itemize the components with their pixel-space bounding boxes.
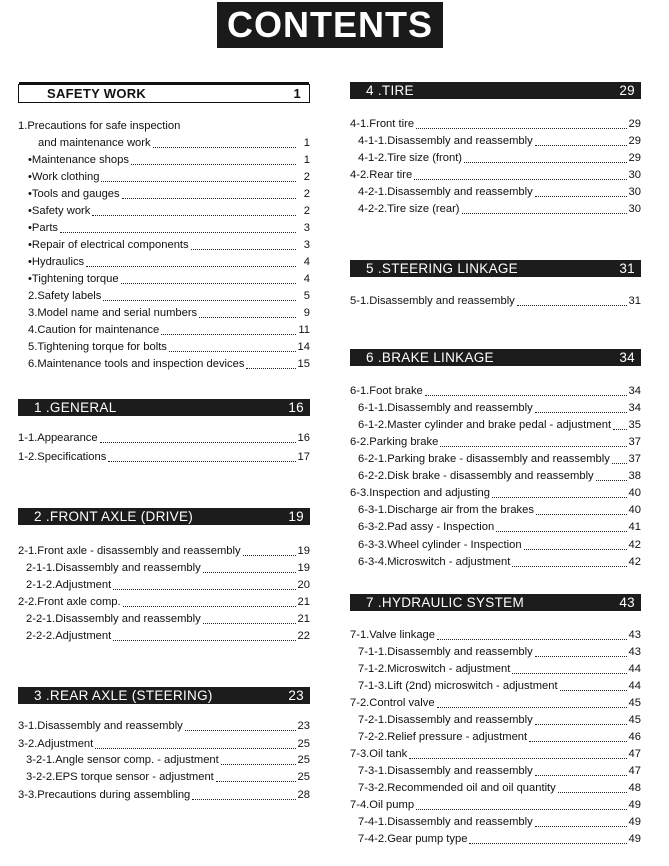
section-header[interactable]: [350, 594, 641, 611]
toc-entry-page: 2: [303, 171, 310, 183]
toc-entry[interactable]: [350, 184, 641, 199]
toc-entry-label: 7-4.Oil pump: [350, 799, 415, 811]
section-title: 3 .REAR AXLE (STEERING): [34, 688, 213, 703]
dot-leader: [517, 295, 627, 306]
toc-entry-page: 23: [297, 720, 310, 732]
dot-leader: [113, 630, 295, 641]
toc-entry-label: 7-2-1.Disassembly and reassembly: [358, 714, 533, 726]
toc-entry[interactable]: [350, 695, 641, 710]
toc-entry-page: 1: [303, 154, 310, 166]
section-header[interactable]: [18, 399, 310, 416]
section-page-number: 19: [288, 509, 304, 524]
dot-leader: [192, 789, 295, 800]
dot-leader: [512, 663, 626, 674]
section-header[interactable]: [350, 260, 641, 277]
toc-entry-label: 7-3.Oil tank: [350, 748, 408, 760]
dot-leader: [95, 738, 295, 749]
section-page-number: 29: [619, 83, 635, 98]
toc-entry-label: 1-2.Specifications: [18, 451, 107, 463]
toc-entry-label: •Work clothing: [28, 171, 100, 183]
toc-entry[interactable]: [18, 560, 310, 575]
toc-entry-label: •Tightening torque: [28, 273, 119, 285]
toc-entry[interactable]: [18, 736, 310, 751]
toc-entry-label: 7-4-1.Disassembly and reassembly: [358, 816, 533, 828]
toc-entry[interactable]: [350, 485, 641, 500]
dot-leader: [161, 324, 296, 335]
dot-leader: [440, 436, 626, 447]
toc-entry-page: 30: [628, 203, 641, 215]
toc-entry[interactable]: [18, 203, 310, 218]
toc-entry-label: 7-1-1.Disassembly and reassembly: [358, 646, 533, 658]
toc-entry-page: 47: [628, 765, 641, 777]
dot-leader: [103, 290, 296, 301]
toc-entry-page: 48: [628, 782, 641, 794]
toc-entry[interactable]: [18, 135, 310, 150]
toc-entry[interactable]: [18, 577, 310, 592]
toc-entry[interactable]: [350, 451, 641, 466]
toc-entry-page: 14: [297, 341, 310, 353]
section-header[interactable]: [18, 687, 310, 704]
toc-entry[interactable]: [350, 814, 641, 829]
toc-entry-page: 21: [297, 596, 310, 608]
dot-leader: [101, 171, 296, 182]
toc-entry-label: 7-2-2.Relief pressure - adjustment: [358, 731, 528, 743]
toc-entry[interactable]: [18, 118, 310, 133]
toc-entry-page: 30: [628, 186, 641, 198]
toc-entry-page: 2: [303, 188, 310, 200]
dot-leader: [535, 646, 627, 657]
toc-entry-label: 6-3-2.Pad assy - Inspection: [358, 521, 495, 533]
dot-leader: [100, 432, 296, 443]
toc-entry-page: 19: [297, 545, 310, 557]
toc-entry-page: 29: [628, 118, 641, 130]
dot-leader: [122, 188, 296, 199]
dot-leader: [123, 596, 296, 607]
toc-entry[interactable]: [350, 434, 641, 449]
toc-entry-page: 25: [297, 771, 310, 783]
toc-entry-label: •Hydraulics: [28, 256, 85, 268]
toc-entry-page: 31: [628, 295, 641, 307]
toc-entry-label: 2-2-2.Adjustment: [26, 630, 112, 642]
dot-leader: [246, 358, 295, 369]
toc-entry[interactable]: [350, 729, 641, 744]
toc-entry[interactable]: [18, 305, 310, 320]
toc-entry-page: 37: [628, 453, 641, 465]
toc-entry-page: 1: [303, 137, 310, 149]
toc-entry-page: 42: [628, 539, 641, 551]
toc-entry-page: 20: [297, 579, 310, 591]
toc-entry-label: 3-3.Precautions during assembling: [18, 789, 191, 801]
section-title: 7 .HYDRAULIC SYSTEM: [366, 595, 524, 610]
toc-entry-label: 3.Model name and serial numbers: [28, 307, 198, 319]
dot-leader: [535, 714, 627, 725]
toc-entry-label: 4.Caution for maintenance: [28, 324, 160, 336]
toc-entry-label: 2.Safety labels: [28, 290, 102, 302]
dot-leader: [524, 539, 627, 550]
toc-entry-label: •Parts: [28, 222, 59, 234]
toc-entry-page: 42: [628, 556, 641, 568]
toc-entry[interactable]: [350, 400, 641, 415]
dot-leader: [60, 222, 296, 233]
dot-leader: [203, 613, 296, 624]
section-title: 6 .BRAKE LINKAGE: [366, 350, 494, 365]
dot-leader: [153, 137, 296, 148]
toc-entry-label: 2-1-2.Adjustment: [26, 579, 112, 591]
toc-entry[interactable]: [18, 356, 310, 371]
dot-leader: [462, 203, 627, 214]
toc-entry-page: 44: [628, 680, 641, 692]
toc-entry[interactable]: [18, 769, 310, 784]
toc-entry[interactable]: [18, 220, 310, 235]
dot-leader: [596, 470, 627, 481]
section-title: 5 .STEERING LINKAGE: [366, 261, 518, 276]
toc-entry[interactable]: [350, 712, 641, 727]
section-title: 4 .TIRE: [366, 83, 414, 98]
toc-entry[interactable]: [350, 150, 641, 165]
section-page-number: 16: [288, 400, 304, 415]
toc-entry-label: 6-2-2.Disk brake - disassembly and reassembly: [358, 470, 594, 482]
toc-entry-page: 38: [628, 470, 641, 482]
toc-entry-label: 4-1-2.Tire size (front): [358, 152, 463, 164]
toc-entry-label: 5.Tightening torque for bolts: [28, 341, 167, 353]
toc-entry-label: 1.Precautions for safe inspection: [18, 120, 181, 132]
dot-leader: [131, 154, 296, 165]
dot-leader: [185, 720, 296, 731]
toc-entry[interactable]: [18, 752, 310, 767]
dot-leader: [558, 782, 627, 793]
dot-leader: [169, 341, 296, 352]
toc-entry-label: •Repair of electrical components: [28, 239, 189, 251]
dot-leader: [113, 579, 295, 590]
toc-entry[interactable]: [350, 519, 641, 534]
toc-entry-page: 2: [303, 205, 310, 217]
section-header[interactable]: [350, 349, 641, 366]
toc-entry[interactable]: [350, 644, 641, 659]
toc-entry-page: 46: [628, 731, 641, 743]
toc-entry-page: 43: [628, 646, 641, 658]
dot-leader: [535, 402, 627, 413]
dot-leader: [86, 256, 296, 267]
toc-entry-page: 4: [303, 273, 310, 285]
toc-entry-page: 3: [303, 239, 310, 251]
toc-entry[interactable]: [18, 430, 310, 445]
toc-entry[interactable]: [18, 543, 310, 558]
toc-entry[interactable]: [18, 339, 310, 354]
section-page-number: 34: [619, 350, 635, 365]
toc-entry-page: 41: [628, 521, 641, 533]
toc-entry-page: 49: [628, 833, 641, 845]
toc-entry[interactable]: [18, 254, 310, 269]
toc-entry[interactable]: [18, 322, 310, 337]
section-header[interactable]: [18, 84, 310, 103]
toc-entry-label: 5-1.Disassembly and reassembly: [350, 295, 515, 307]
toc-entry-label: 7-3-2.Recommended oil and oil quantity: [358, 782, 556, 794]
toc-entry[interactable]: [350, 746, 641, 761]
toc-entry-label: 6-1-2.Master cylinder and brake pedal - adjustment: [358, 419, 612, 431]
toc-entry-page: 40: [628, 504, 641, 516]
toc-entry-label: 3-2-2.EPS torque sensor - adjustment: [26, 771, 214, 783]
dot-leader: [496, 521, 626, 532]
toc-entry-label: •Maintenance shops: [28, 154, 129, 166]
toc-entry-label: 2-1-1.Disassembly and reassembly: [26, 562, 201, 574]
toc-entry-label: 2-2.Front axle comp.: [18, 596, 121, 608]
toc-entry-label: 7-1-3.Lift (2nd) microswitch - adjustment: [358, 680, 558, 692]
dot-leader: [560, 680, 627, 691]
toc-entry[interactable]: [350, 502, 641, 517]
toc-entry[interactable]: [350, 797, 641, 812]
toc-entry[interactable]: [350, 417, 641, 432]
toc-entry[interactable]: [350, 661, 641, 676]
toc-entry-label: 4-2-1.Disassembly and reassembly: [358, 186, 533, 198]
dot-leader: [535, 186, 627, 197]
toc-entry[interactable]: [18, 594, 310, 609]
dot-leader: [437, 697, 627, 708]
section-title: SAFETY WORK: [47, 86, 147, 101]
dot-leader: [121, 273, 296, 284]
toc-entry-label: 3-2-1.Angle sensor comp. - adjustment: [26, 754, 219, 766]
dot-leader: [414, 169, 626, 180]
section-title: 2 .FRONT AXLE (DRIVE): [34, 509, 194, 524]
dot-leader: [416, 118, 627, 129]
toc-entry-page: 16: [297, 432, 310, 444]
toc-entry[interactable]: [350, 383, 641, 398]
toc-entry-page: 25: [297, 754, 310, 766]
toc-entry-page: 25: [297, 738, 310, 750]
toc-entry-label: 6-1-1.Disassembly and reassembly: [358, 402, 533, 414]
section-page-number: 43: [619, 595, 635, 610]
toc-entry-label: 6-3.Inspection and adjusting: [350, 487, 490, 499]
toc-entry-page: 34: [628, 402, 641, 414]
toc-entry[interactable]: [18, 611, 310, 626]
toc-entry[interactable]: [350, 763, 641, 778]
toc-entry-page: 3: [303, 222, 310, 234]
toc-entry-page: 19: [297, 562, 310, 574]
toc-entry-page: 9: [303, 307, 310, 319]
dot-leader: [529, 731, 626, 742]
toc-entry-page: 30: [628, 169, 641, 181]
toc-entry-label: 3-2.Adjustment: [18, 738, 94, 750]
toc-entry-label: and maintenance work: [38, 137, 151, 149]
toc-entry-label: •Tools and gauges: [28, 188, 120, 200]
toc-entry-label: 3-1.Disassembly and reassembly: [18, 720, 183, 732]
toc-entry-page: 43: [628, 629, 641, 641]
toc-entry[interactable]: [350, 201, 641, 216]
toc-entry-label: 4-1-1.Disassembly and reassembly: [358, 135, 533, 147]
dot-leader: [243, 545, 296, 556]
dot-leader: [216, 771, 296, 782]
toc-entry-page: 4: [303, 256, 310, 268]
dot-leader: [416, 799, 627, 810]
toc-entry-page: 37: [628, 436, 641, 448]
toc-entry[interactable]: [350, 627, 641, 642]
dot-leader: [203, 562, 296, 573]
toc-entry[interactable]: [350, 831, 641, 846]
toc-entry-label: 6-3-1.Discharge air from the brakes: [358, 504, 534, 516]
dot-leader: [469, 833, 626, 844]
toc-entry-label: 6-2-1.Parking brake - disassembly and reassembly: [358, 453, 610, 465]
toc-entry-label: 6.Maintenance tools and inspection devices: [28, 358, 245, 370]
dot-leader: [191, 239, 296, 250]
toc-entry-page: 34: [628, 385, 641, 397]
contents-title: CONTENTS: [217, 2, 443, 48]
toc-entry-page: 45: [628, 714, 641, 726]
dot-leader: [535, 765, 627, 776]
toc-entry-page: 17: [297, 451, 310, 463]
section-page-number: 31: [619, 261, 635, 276]
toc-entry-page: 29: [628, 135, 641, 147]
toc-entry-page: 49: [628, 816, 641, 828]
section-header[interactable]: [18, 508, 310, 525]
toc-entry[interactable]: [350, 133, 641, 148]
dot-leader: [92, 205, 296, 216]
dot-leader: [536, 504, 627, 515]
toc-entry[interactable]: [18, 169, 310, 184]
toc-entry-label: 6-3-3.Wheel cylinder - Inspection: [358, 539, 522, 551]
toc-entry-label: •Safety work: [28, 205, 91, 217]
toc-entry-page: 15: [297, 358, 310, 370]
dot-leader: [108, 451, 295, 462]
toc-entry-page: 11: [298, 324, 310, 336]
toc-entry[interactable]: [18, 628, 310, 643]
toc-entry-label: 1-1.Appearance: [18, 432, 98, 444]
dot-leader: [437, 629, 627, 640]
dot-leader: [492, 487, 627, 498]
toc-entry[interactable]: [350, 468, 641, 483]
toc-entry-label: 6-2.Parking brake: [350, 436, 439, 448]
toc-entry[interactable]: [18, 152, 310, 167]
toc-entry[interactable]: [350, 537, 641, 552]
toc-entry-label: 4-1.Front tire: [350, 118, 415, 130]
dot-leader: [464, 152, 627, 163]
dot-leader: [535, 135, 627, 146]
toc-entry-page: 28: [297, 789, 310, 801]
dot-leader: [612, 453, 627, 464]
toc-entry[interactable]: [18, 787, 310, 802]
toc-entry-page: 5: [303, 290, 310, 302]
toc-entry[interactable]: [18, 449, 310, 464]
toc-entry-label: 4-2.Rear tire: [350, 169, 413, 181]
toc-entry-label: 2-1.Front axle - disassembly and reassembly: [18, 545, 241, 557]
toc-entry-label: 7-1.Valve linkage: [350, 629, 435, 641]
toc-entry[interactable]: [350, 780, 641, 795]
toc-entry-page: 44: [628, 663, 641, 675]
dot-leader: [613, 419, 626, 430]
dot-leader: [221, 754, 296, 765]
section-header[interactable]: [350, 82, 641, 99]
toc-entry-page: 45: [628, 697, 641, 709]
dot-leader: [512, 556, 626, 567]
dot-leader: [425, 385, 627, 396]
toc-entry-page: 49: [628, 799, 641, 811]
toc-entry-label: 7-4-2.Gear pump type: [358, 833, 468, 845]
dot-leader: [535, 816, 627, 827]
toc-entry-label: 2-2-1.Disassembly and reassembly: [26, 613, 201, 625]
toc-entry-label: 6-3-4.Microswitch - adjustment: [358, 556, 511, 568]
toc-entry-page: 22: [297, 630, 310, 642]
toc-entry-label: 7-2.Control valve: [350, 697, 435, 709]
toc-entry[interactable]: [18, 718, 310, 733]
toc-entry[interactable]: [18, 237, 310, 252]
toc-entry-label: 4-2-2.Tire size (rear): [358, 203, 460, 215]
toc-entry-label: 6-1.Foot brake: [350, 385, 423, 397]
toc-entry-page: 35: [628, 419, 641, 431]
toc-entry[interactable]: [350, 116, 641, 131]
toc-entry[interactable]: [18, 288, 310, 303]
toc-entry[interactable]: [350, 293, 641, 308]
dot-leader: [409, 748, 626, 759]
toc-entry-label: 7-1-2.Microswitch - adjustment: [358, 663, 511, 675]
toc-entry-page: 47: [628, 748, 641, 760]
toc-entry-label: 7-3-1.Disassembly and reassembly: [358, 765, 533, 777]
toc-entry-page: 40: [628, 487, 641, 499]
toc-entry[interactable]: [18, 186, 310, 201]
toc-entry-page: 21: [297, 613, 310, 625]
section-title: 1 .GENERAL: [34, 400, 117, 415]
section-page-number: 1: [293, 86, 301, 101]
toc-entry[interactable]: [350, 678, 641, 693]
dot-leader: [199, 307, 296, 318]
toc-entry[interactable]: [18, 271, 310, 286]
toc-entry[interactable]: [350, 167, 641, 182]
toc-entry[interactable]: [350, 554, 641, 569]
toc-entry-page: 29: [628, 152, 641, 164]
section-page-number: 23: [288, 688, 304, 703]
